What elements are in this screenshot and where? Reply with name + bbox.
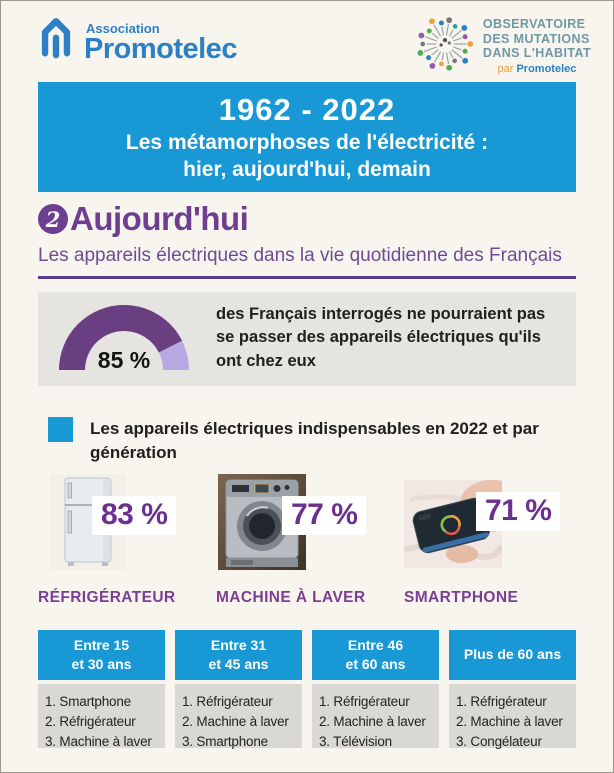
generation-ranking-list <box>449 684 576 748</box>
promotelec-association-label: Association <box>86 21 160 36</box>
generation-columns <box>38 630 576 748</box>
section-head <box>38 200 576 279</box>
gauge-stat-text: des Français interrogés ne pourraient pas se passer des appareils électriques qu'ils ont chez eux <box>216 304 546 370</box>
list-item: 3. Smartphone <box>182 734 268 750</box>
list-item: 1. Réfrigérateur <box>319 693 410 709</box>
refrigerator-label: RÉFRIGÉRATEUR <box>38 588 176 606</box>
indispensables-heading-row <box>48 417 576 465</box>
list-item: 3. Congélateur <box>456 734 542 750</box>
generation-column-60-plus <box>449 630 576 748</box>
promotelec-brand-label: Promotelec <box>84 33 237 65</box>
generation-header: Entre 46 et 60 ans <box>312 630 439 680</box>
banner-title-line1: Les métamorphoses de l'électricité : <box>125 131 489 154</box>
blue-square-bullet <box>48 417 73 442</box>
smartphone-percent: 71 % <box>476 492 560 531</box>
observatoire-line2: DES MUTATIONS <box>482 31 590 46</box>
appliance-smartphone <box>404 474 576 607</box>
generation-column-15-30 <box>38 630 165 748</box>
generation-ranking-list <box>38 684 165 748</box>
gauge-chart <box>58 304 190 372</box>
observatoire-line1: OBSERVATOIRE <box>482 16 586 31</box>
generation-ranking-list <box>312 684 439 748</box>
header <box>1 1 613 76</box>
purple-divider <box>38 276 576 279</box>
appliance-refrigerator <box>38 474 210 607</box>
section-title: Aujourd'hui <box>70 200 249 237</box>
promotelec-logo <box>35 11 237 64</box>
generation-header: Entre 31 et 45 ans <box>175 630 302 680</box>
generation-header: Plus de 60 ans <box>449 630 576 680</box>
list-item: 3. Télévision <box>319 734 392 750</box>
list-item: 2. Machine à laver <box>456 713 563 729</box>
network-burst-icon <box>415 13 475 80</box>
washing-machine-label: MACHINE À LAVER <box>216 588 366 606</box>
generation-column-46-60 <box>312 630 439 748</box>
washing-machine-percent: 77 % <box>282 496 366 535</box>
smartphone-label: SMARTPHONE <box>404 588 519 606</box>
indispensables-heading: Les appareils électriques indispensables en 2022 et par génération <box>90 419 539 462</box>
banner-years: 1962 - 2022 <box>218 92 396 127</box>
list-item: 3. Machine à laver <box>45 734 152 750</box>
list-item: 1. Smartphone <box>45 693 131 709</box>
banner-title-line2: hier, aujourd'hui, demain <box>183 158 431 181</box>
refrigerator-percent: 83 % <box>92 496 176 535</box>
generation-header: Entre 15 et 30 ans <box>38 630 165 680</box>
section-subtitle: Les appareils électriques dans la vie quotidienne des Français <box>38 245 562 266</box>
title-banner <box>38 82 576 192</box>
observatoire-logo <box>415 11 591 80</box>
generation-column-31-45 <box>175 630 302 748</box>
appliances-row <box>38 474 576 607</box>
gauge-value-label: 85 % <box>97 347 151 373</box>
list-item: 1. Réfrigérateur <box>456 693 547 709</box>
house-icon <box>35 11 77 64</box>
list-item: 2. Machine à laver <box>319 713 426 729</box>
gauge-stat-box <box>38 292 576 386</box>
list-item: 2. Réfrigérateur <box>45 713 136 729</box>
section-number-badge: 2 <box>38 204 68 234</box>
list-item: 1. Réfrigérateur <box>182 693 273 709</box>
observatoire-line3: DANS L'HABITAT <box>482 46 591 61</box>
observatoire-byline: par Promotelec <box>497 63 577 76</box>
generation-ranking-list <box>175 684 302 748</box>
appliance-washing-machine <box>216 474 398 607</box>
list-item: 2. Machine à laver <box>182 713 289 729</box>
